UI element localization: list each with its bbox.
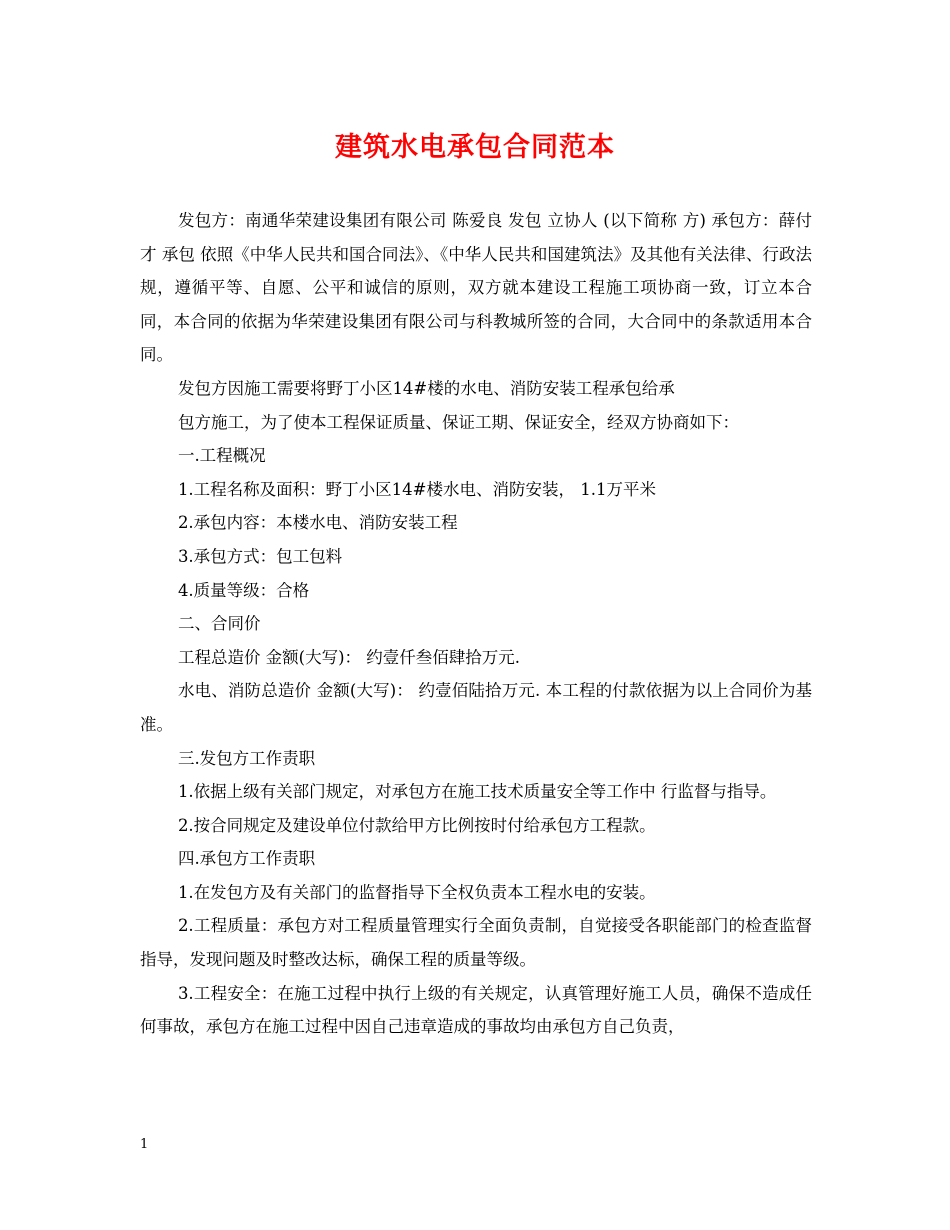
page-number: 1 bbox=[140, 1137, 149, 1152]
list-item-quality: 4.质量等级：合格 bbox=[177, 580, 310, 600]
list-item-employer-duty-2: 2.按合同规定及建设单位付款给甲方比例按时付给承包方工程款。 bbox=[177, 815, 656, 835]
document-body bbox=[140, 204, 812, 1044]
section-heading-contractor-duties: 四.承包方工作责职 bbox=[177, 849, 316, 869]
list-item-contractor-duty-1: 1.在发包方及有关部门的监督指导下全权负责本工程水电的安装。 bbox=[177, 882, 656, 902]
list-item-project-name: 1.工程名称及面积：野丁小区14#楼水电、消防安装， 1.1万平米 bbox=[177, 479, 656, 499]
paragraph-scope-cont: 包方施工，为了使本工程保证质量、保证工期、保证安全，经双方协商如下： bbox=[177, 412, 739, 432]
list-item-method: 3.承包方式：包工包料 bbox=[177, 546, 343, 566]
paragraph-parties: 发包方：南通华荣建设集团有限公司 陈爱良 发包 立协人 (以下简称 方) 承包方：薛付才 承包 依照《中华人民共和国合同法》、《中华人民共和国建筑法》及其他有关法律、行政法规，遵循平等、自愿、公平和诚信的原则，双方就本建设工程施工项协商一致，订立本合同，本合同的依据为华荣建设集团有限公司与科教城所签的合同，大合同中的条款适用本合同。 bbox=[140, 211, 812, 365]
paragraph-mep-price: 水电、消防总造价 金额(大写)： 约壹佰陆拾万元. 本工程的付款依据为以上合同价为基准。 bbox=[140, 681, 812, 734]
section-heading-employer-duties: 三.发包方工作责职 bbox=[177, 748, 316, 768]
list-item-contractor-duty-3: 3.工程安全：在施工过程中执行上级的有关规定，认真管理好施工人员，确保不造成任何事故，承包方在施工过程中因自己违章造成的事故均由承包方自己负责， bbox=[140, 983, 812, 1037]
section-heading-overview: 一.工程概况 bbox=[177, 446, 266, 466]
list-item-content: 2.承包内容：本楼水电、消防安装工程 bbox=[177, 513, 458, 533]
document-title: 建筑水电承包合同范本 bbox=[335, 132, 615, 163]
list-item-employer-duty-1: 1.依据上级有关部门规定，对承包方在施工技术质量安全等工作中 行监督与指导。 bbox=[177, 782, 777, 802]
paragraph-total-price: 工程总造价 金额(大写)： 约壹仟叁佰肆拾万元. bbox=[177, 647, 521, 667]
list-item-contractor-duty-2: 2.工程质量：承包方对工程质量管理实行全面负责制，自觉接受各职能部门的检查监督指导，发现问题及时整改达标，确保工程的质量等级。 bbox=[140, 916, 812, 970]
section-heading-price: 二、合同价 bbox=[177, 614, 261, 634]
paragraph-scope-intro: 发包方因施工需要将野丁小区14#楼的水电、消防安装工程承包给承 bbox=[177, 378, 675, 398]
